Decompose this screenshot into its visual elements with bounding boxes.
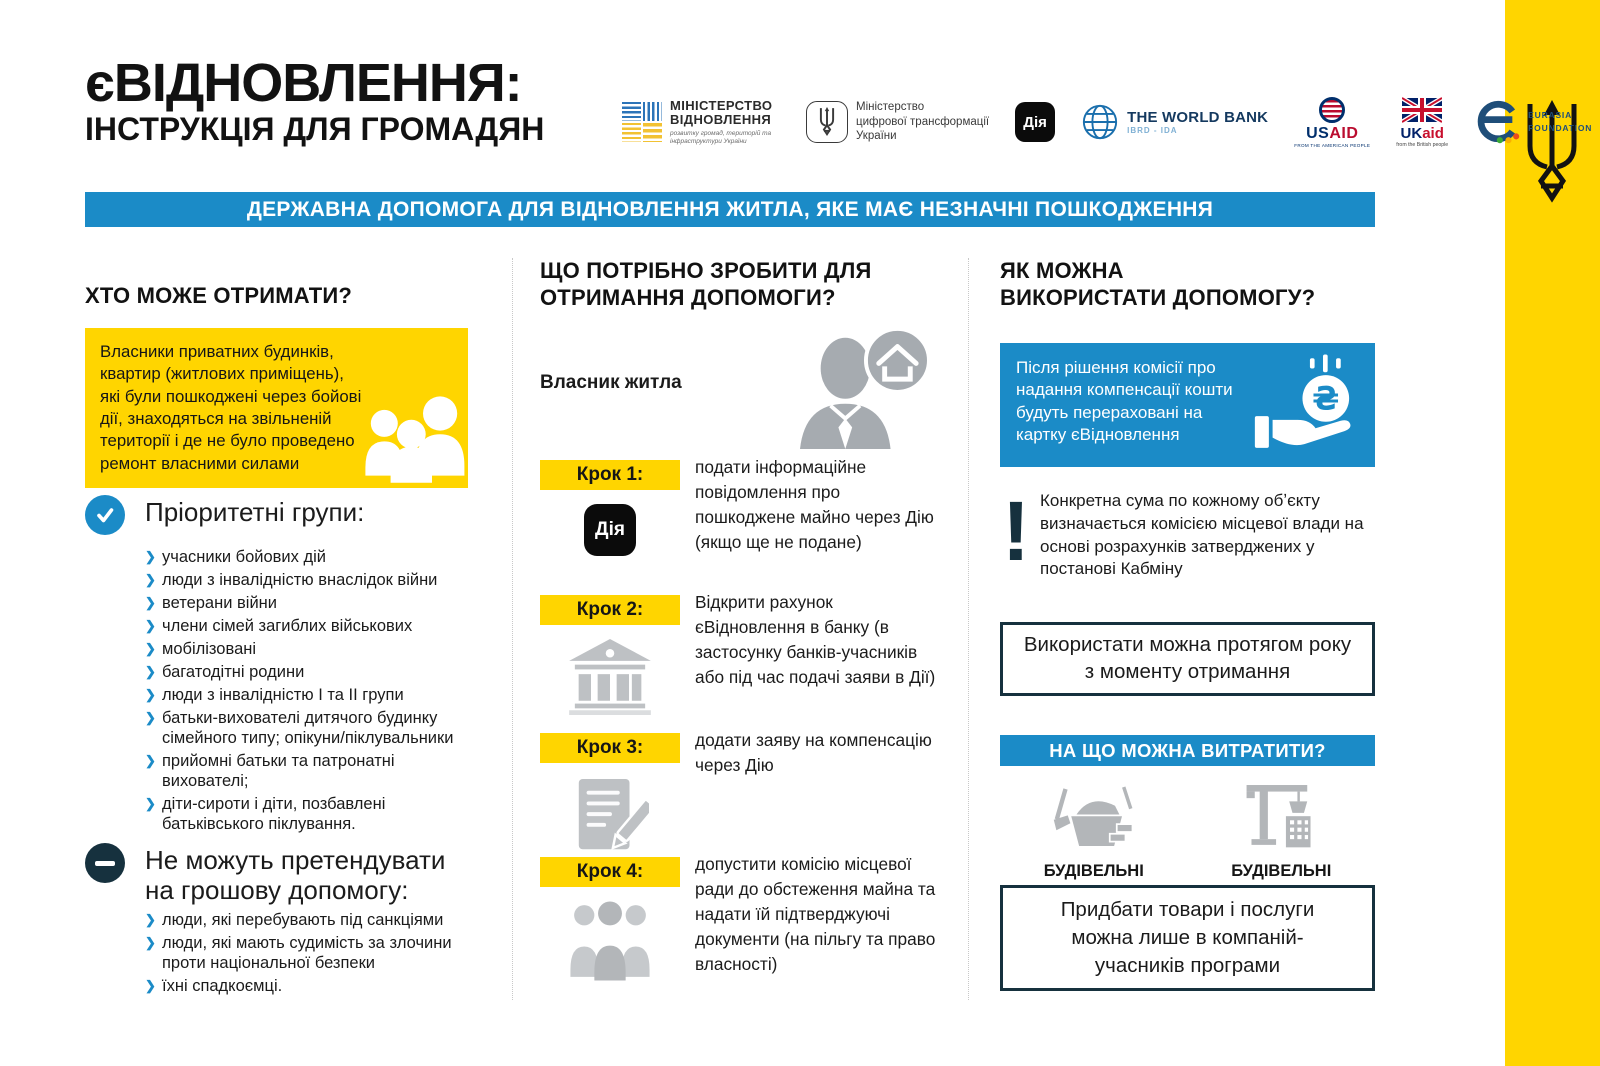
list-item: ❯ люди, які мають судимість за злочини проти національної безпеки [145, 934, 452, 972]
eurasia-name-2: FOUNDATION [1528, 123, 1593, 133]
step-2 [540, 592, 940, 715]
ministry-digital-name-2: цифрової трансформації [856, 115, 990, 128]
partner-logos [622, 86, 1592, 158]
chevron-bullet-icon: ❯ [145, 572, 156, 587]
step-1 [540, 457, 940, 556]
step-4-label: Крок 4: [540, 857, 680, 887]
list-item: ❯ ветерани війни [145, 594, 278, 612]
list-item: ❯ люди з інвалідністю внаслідок війни [145, 571, 438, 589]
priority-groups-header [85, 495, 364, 535]
chevron-bullet-icon: ❯ [145, 595, 156, 610]
list-item: ❯ люди з інвалідністю І та ІІ групи [145, 686, 404, 704]
step-1-label: Крок 1: [540, 460, 680, 490]
step-1-text: подати інформаційне повідомлення про пошкоджене майно через Дію (якщо ще не подане) [695, 457, 934, 552]
union-jack-icon [1402, 97, 1442, 123]
list-item: ❯ члени сімей загиблих військових [145, 617, 413, 635]
homeowner-icon [794, 323, 932, 449]
check-circle-icon [85, 495, 125, 535]
world-bank-name: THE WORLD BANK [1127, 109, 1269, 126]
amount-note [1000, 484, 1375, 581]
spend-services-label: БУДІВЕЛЬНІ [1231, 862, 1332, 880]
owner-label: Власник житла [540, 372, 682, 393]
spend-heading-banner: НА ЩО МОЖНА ВИТРАТИТИ? [1000, 735, 1375, 766]
eurasia-e-icon [1474, 98, 1520, 146]
ministry-restoration-name-2: ВІДНОВЛЕННЯ [670, 112, 772, 128]
construction-services-icon [1240, 781, 1322, 853]
step-4 [540, 854, 940, 981]
step-2-label: Крок 2: [540, 595, 680, 625]
list-item: ❯ їхні спадкоємці. [145, 977, 283, 995]
chevron-bullet-icon: ❯ [145, 687, 156, 702]
world-bank-logo [1081, 103, 1268, 141]
spend-materials-label: БУДІВЕЛЬНІ [1043, 862, 1144, 880]
title-line-2: ІНСТРУКЦІЯ ДЛЯ ГРОМАДЯН [85, 111, 545, 148]
list-item: ❯ діти-сироти і діти, позбавлені батьківського піклування. [145, 795, 386, 833]
list-item: ❯ багатодітні родини [145, 663, 305, 681]
ukaid-part2: aid [1422, 124, 1444, 142]
chevron-bullet-icon: ❯ [145, 796, 156, 811]
step-3-text: додати заяву на компенсацію через Дію [695, 730, 932, 775]
chevron-bullet-icon: ❯ [145, 912, 156, 927]
svg-text:₴: ₴ [1312, 381, 1340, 418]
step-3-label: Крок 3: [540, 733, 680, 763]
transfer-note-box [1000, 343, 1375, 467]
eligibility-highlight-box [85, 328, 468, 488]
ministry-restoration-logo-icon [622, 102, 662, 142]
amount-note-text: Конкретна сума по кожному обʼєкту визначається комісією місцевої влади на основі розрахунків затверджених у постанові Кабміну [1040, 491, 1364, 579]
application-document-icon [571, 777, 649, 861]
list-item: ❯ учасники бойових дій [145, 548, 326, 566]
world-bank-globe-icon [1081, 103, 1119, 141]
purchase-note-box: Придбати товари і послуги можна лише в компаній-учасників програми [1000, 885, 1375, 991]
list-item: ❯ мобілізовані [145, 640, 257, 658]
trident-badge-icon [806, 101, 848, 143]
list-item: ❯ люди, які перебувають під санкціями [145, 911, 444, 929]
usaid-seal-icon [1319, 97, 1345, 123]
yellow-side-stripe [1505, 0, 1600, 1066]
step-3 [540, 730, 940, 861]
eligibility-text: Власники приватних будинків, квартир (житлових приміщень), які були пошкоджені через бойові дії, знаходяться на звільненій території і де не було проведено ремонт власними силами [100, 342, 362, 473]
exclamation-icon: ! [1002, 484, 1030, 578]
steps-heading: ЩО ПОТРІБНО ЗРОБИТИ ДЛЯ ОТРИМАННЯ ДОПОМОГИ? [540, 258, 872, 310]
step-2-text: Відкрити рахунок єВідновлення в банку (в застосунку банків-учасників або під час подачі заяви в Дії) [695, 592, 936, 687]
construction-materials-icon [1050, 783, 1138, 853]
family-group-icon [360, 384, 468, 488]
chevron-bullet-icon: ❯ [145, 618, 156, 633]
ministry-digital-logo [806, 100, 989, 143]
diia-app-icon: Дія [584, 504, 636, 556]
priority-groups-title: Пріоритетні групи: [145, 497, 365, 527]
eurasia-name-1: EURASIA [1528, 110, 1573, 121]
ministry-digital-name-1: Міністерство [856, 101, 925, 114]
ukaid-tagline: from the British people [1396, 141, 1449, 148]
ministry-restoration-subtitle: розвитку громад, територій та інфраструктури України [670, 129, 772, 145]
priority-groups-list [145, 547, 480, 837]
list-item: ❯ прийомні батьки та патронатні вихователі; [145, 752, 395, 790]
main-banner: ДЕРЖАВНА ДОПОМОГА ДЛЯ ВІДНОВЛЕННЯ ЖИТЛА, ЯКЕ МАЄ НЕЗНАЧНІ ПОШКОДЖЕННЯ [85, 192, 1375, 227]
title-line-1: єВІДНОВЛЕННЯ: [85, 53, 522, 113]
list-item: ❯ батьки-вихователі дитячого будинку сімейного типу; опікуни/піклувальники [145, 709, 454, 747]
eurasia-foundation-logo [1474, 98, 1592, 146]
ministry-restoration-name-1: МІНІСТЕРСТВО [670, 97, 773, 113]
column-divider [968, 258, 969, 1000]
chevron-bullet-icon: ❯ [145, 641, 156, 656]
column-divider [512, 258, 513, 1000]
usaid-logo [1294, 97, 1370, 148]
usage-heading: ЯК МОЖНА ВИКОРИСТАТИ ДОПОМОГУ? [1000, 258, 1316, 310]
chevron-bullet-icon: ❯ [145, 978, 156, 993]
ministry-restoration-logo [622, 99, 780, 146]
minus-circle-icon [85, 843, 125, 883]
usaid-part1: US [1306, 124, 1330, 142]
excluded-groups-title: Не можуть претендувати на грошову допомогу: [145, 845, 446, 905]
page-title [85, 55, 544, 148]
excluded-groups-header [85, 843, 470, 906]
ministry-digital-name-3: України [856, 130, 897, 143]
who-heading: ХТО МОЖЕ ОТРИМАТИ? [85, 283, 353, 308]
bank-icon [567, 639, 653, 715]
chevron-bullet-icon: ❯ [145, 935, 156, 950]
hryvnia-hand-icon [1253, 353, 1365, 455]
transfer-note-text: Після рішення комісії про надання компенсації кошти будуть перераховані на картку єВідновлення [1016, 358, 1233, 445]
chevron-bullet-icon: ❯ [145, 549, 156, 564]
usaid-tagline: FROM THE AMERICAN PEOPLE [1294, 142, 1371, 148]
commission-people-icon [564, 901, 656, 981]
chevron-bullet-icon: ❯ [145, 710, 156, 725]
usaid-part2: AID [1329, 124, 1359, 142]
step-4-text: допустити комісію місцевої ради до обстеження майна та надати їй підтверджуючі документи (на пільгу та право власності) [695, 854, 936, 974]
ukaid-part1: UK [1400, 124, 1423, 142]
excluded-groups-list [145, 910, 480, 999]
chevron-bullet-icon: ❯ [145, 664, 156, 679]
world-bank-subtitle: IBRD - IDA [1127, 126, 1178, 135]
validity-note-box: Використати можна протягом року з моменту отримання [1000, 622, 1375, 696]
diia-logo: Дія [1015, 102, 1055, 142]
ukaid-logo [1396, 97, 1448, 148]
chevron-bullet-icon: ❯ [145, 753, 156, 768]
